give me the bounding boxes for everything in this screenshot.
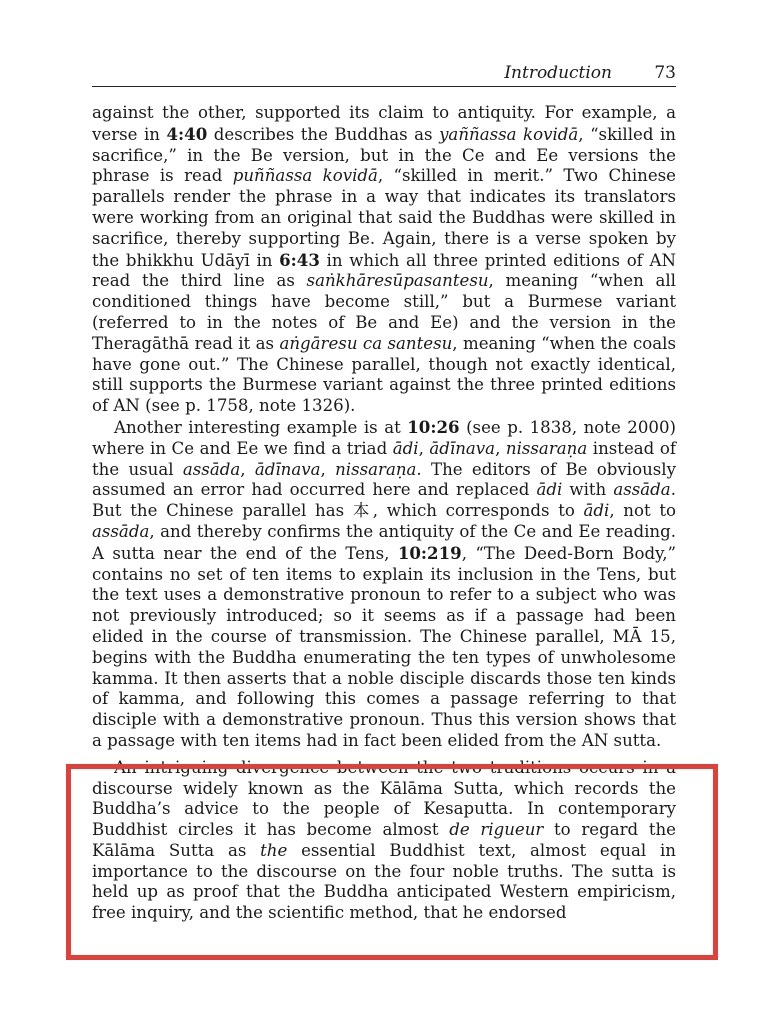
page-number: 73 [654, 63, 676, 83]
running-head [92, 62, 676, 87]
paragraph-kalama-sutta: An intriguing divergence between the two traditions occurs in a discourse widely known as the Kālāma Sutta, which records the Buddha’s advice to the people of Kesaputta. In contemporary Buddhist circles it has become almost de rigueur to regard the Kālāma Sutta as the essential Buddhist text, almost equal in importance to the discourse on the four noble truths. The sutta is held up as proof that the Buddha anticipated Western empiricism, free inquiry, and the scientific method, that he endorsed [92, 757, 676, 923]
paragraph-continuation: against the other, supported its claim to antiquity. For example, a verse in 4:40 describes the Buddhas as yaññassa kovidā, “skilled in sacrifice,” in the Be version, but in the Ce and Ee versions the phrase is read puññassa kovidā, “skilled in merit.” Two Chinese parallels render the phrase in a way that indicates its translators were working from an original that said the Buddhas were skilled in sacrifice, thereby supporting Be. Again, there is a verse spoken by the bhikkhu Udāyī in 6:43 in which all three printed editions of AN read the third line as saṅkhāresūpasantesu, meaning “when all conditioned things have become still,” but a Burmese variant (referred to in the notes of Be and Ee) and the version in the Theragāthā read it as aṅgāresu ca santesu, meaning “when the coals have gone out.” The Chinese parallel, though not exactly identical, still supports the Burmese variant against the three printed editions of AN (see p. 1758, note 1326). [92, 103, 677, 416]
paragraph-10-26-example: Another interesting example is at 10:26 (see p. 1838, note 2000) where in Ce and Ee we find a triad ādi, ādīnava, nissaraṇa instead of the usual assāda, ādīnava, nissaraṇa. The editors of Be obviously assumed an error had occurred here and replaced ādi with assāda. But the Chinese parallel has 本, which corresponds to ādi, not to assāda, and thereby confirms the antiquity of the Ce and Ee reading. A sutta near the end of the Tens, 10:219, “The Deed-Born Body,” contains no set of ten items to explain its inclusion in the Tens, but the text uses a demonstrative pronoun to refer to a subject who was not previously introduced; so it seems as if a passage had been elided in the course of transmission. The Chinese parallel, MĀ 15, begins with the Buddha enumerating the ten types of unwholesome kamma. It then asserts that a noble disciple discards those ten kinds of kamma, and following this comes a passage referring to that disciple with a demonstrative pronoun. Thus this version shows that a passage with ten items had in fact been elided from the AN sutta. [92, 416, 676, 750]
section-title: Introduction [504, 63, 612, 83]
body-text [92, 103, 676, 924]
